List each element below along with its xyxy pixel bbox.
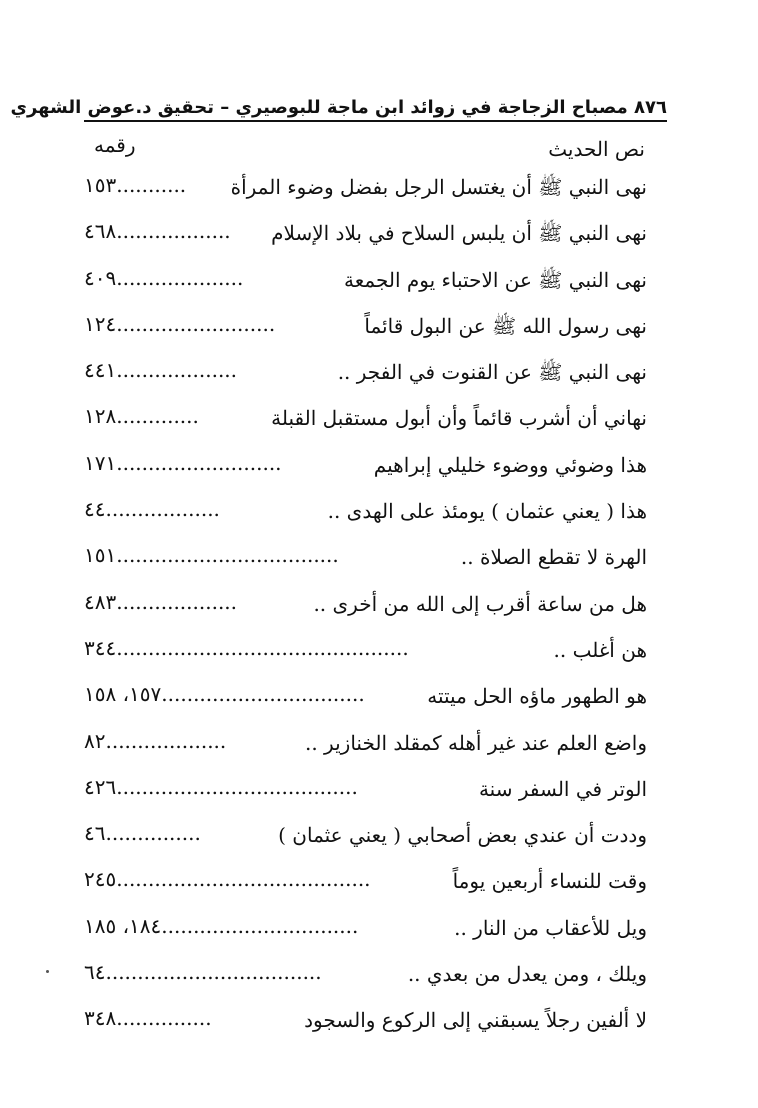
entry-text: نهى رسول الله ﷺ عن البول قائماً <box>364 313 647 338</box>
index-entry <box>84 398 667 444</box>
entry-reference: ..............................................٣٤٤ <box>84 635 409 660</box>
entry-reference: ......................................٤٢٦ <box>84 774 358 799</box>
entry-reference: ...................٤٤١ <box>84 358 238 383</box>
entry-reference: ...........١٥٣ <box>84 173 187 197</box>
entry-reference: ..................٤٦٨ <box>84 219 231 244</box>
entry-text: نهى النبي ﷺ عن الاحتباء يوم الجمعة <box>344 267 647 292</box>
index-entry <box>84 167 667 213</box>
entry-text: هذا ( يعني عثمان ) يومئذ على الهدى .. <box>327 499 647 524</box>
hadith-number-heading: رقمه <box>94 133 136 157</box>
entry-text: ويل للأعقاب من النار .. <box>454 915 647 940</box>
entry-reference: .........................١٢٤ <box>84 311 276 336</box>
entry-reference: ....................٤٠٩ <box>84 265 244 290</box>
entry-text: هن أغلب .. <box>553 637 647 662</box>
index-entry <box>84 352 667 398</box>
index-entry <box>84 445 667 491</box>
entry-reference: ...............................١٨٤، ١٨٥ <box>84 913 359 938</box>
entry-text: نهاني أن أشرب قائماً وأن أبول مستقبل القبلة <box>271 406 647 431</box>
header-rule <box>84 120 667 122</box>
index-entry <box>84 537 667 583</box>
entry-text: ويلك ، ومن يعدل من بعدي .. <box>407 962 647 987</box>
entry-text: لا ألفين رجلاً يسبقني إلى الركوع والسجود <box>304 1008 647 1033</box>
index-entry <box>84 954 667 1000</box>
entry-reference: ...................٤٨٣ <box>84 589 238 614</box>
entry-text: نهى النبي ﷺ عن القنوت في الفجر .. <box>337 360 647 385</box>
entry-reference: ..........................١٧١ <box>84 450 282 475</box>
entry-text: نهى النبي ﷺ أن يلبس السلاح في بلاد الإسلام <box>271 221 647 246</box>
column-headers <box>84 133 667 167</box>
entry-text: وددت أن عندي بعض أصحابي ( يعني عثمان ) <box>278 823 647 848</box>
entry-text: هذا وضوئي ووضوء خليلي إبراهيم <box>373 452 647 477</box>
entry-reference: ...............٤٦ <box>84 821 201 846</box>
entry-text: واضع العلم عند غير أهله كمقلد الخنازير .. <box>304 730 647 755</box>
index-entry <box>84 861 667 907</box>
index-entry <box>84 630 667 676</box>
entry-text: الهرة لا تقطع الصلاة .. <box>460 545 647 570</box>
index-entry <box>84 306 667 352</box>
index-entry <box>84 723 667 769</box>
entry-reference: ................................١٥٧، ١٥٨ <box>84 682 365 707</box>
entry-reference: ..................٤٤ <box>84 497 220 522</box>
entry-reference: ...................٨٢ <box>84 728 227 753</box>
index-entry <box>84 213 667 259</box>
entry-reference: ...............٣٤٨ <box>84 1006 212 1031</box>
index-entry <box>84 815 667 861</box>
index-entries <box>84 167 667 1047</box>
index-entry <box>84 584 667 630</box>
index-entry <box>84 260 667 306</box>
entry-text: وقت للنساء أربعين يوماً <box>452 869 647 894</box>
scan-speck <box>46 970 49 973</box>
entry-text: نهى النبي ﷺ أن يغتسل الرجل بفضل وضوء المرأة <box>230 175 647 199</box>
entry-reference: .............١٢٨ <box>84 404 199 429</box>
running-header: ٨٧٦ مصباح الزجاجة في زوائد ابن ماجة للبوصيري – تحقيق د.عوض الشهري <box>10 97 667 118</box>
index-entry <box>84 676 667 722</box>
hadith-text-heading: نص الحديث <box>548 137 645 161</box>
index-entry <box>84 908 667 954</box>
entry-reference: ........................................٢٤٥ <box>84 867 371 892</box>
entry-text: هل من ساعة أقرب إلى الله من أخرى .. <box>313 591 647 616</box>
index-entry <box>84 769 667 815</box>
entry-reference: ..................................٦٤ <box>84 960 322 985</box>
entry-text: الوتر في السفر سنة <box>478 776 647 801</box>
index-entry <box>84 1000 667 1046</box>
index-entry <box>84 491 667 537</box>
entry-text: هو الطهور ماؤه الحل ميتته <box>427 684 647 709</box>
entry-reference: ...................................١٥١ <box>84 543 339 568</box>
